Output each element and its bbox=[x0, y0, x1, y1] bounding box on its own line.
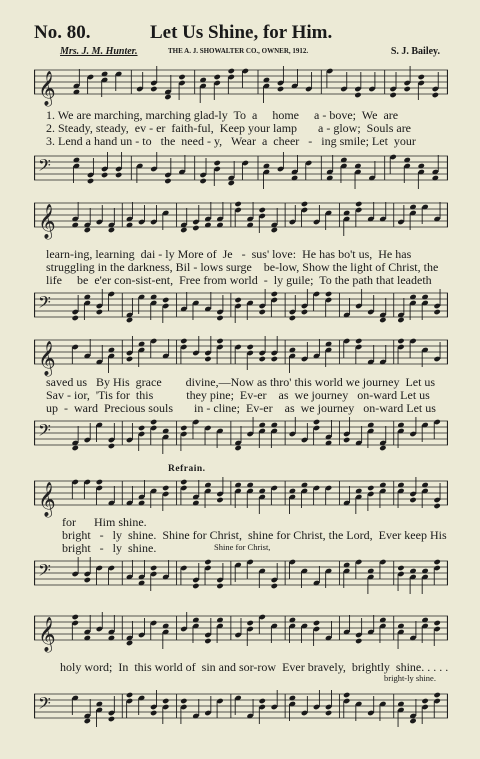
note-head bbox=[367, 485, 374, 491]
note-head bbox=[180, 227, 187, 233]
note-head bbox=[246, 620, 253, 626]
note-head bbox=[108, 443, 115, 449]
note-head bbox=[259, 207, 266, 213]
system2-verse2: struggling in the darkness, Bil - lows surge be-low, Show the light of Christ, the bbox=[46, 260, 439, 274]
note-head bbox=[180, 698, 187, 704]
note-head bbox=[355, 201, 362, 207]
staff-system2-treble bbox=[34, 197, 448, 243]
note-head bbox=[259, 698, 266, 704]
note-head bbox=[404, 86, 411, 92]
note-head bbox=[72, 445, 79, 451]
system4-alt-text: Shine for Christ, bbox=[214, 542, 271, 552]
bass-clef-icon: 𝄢 bbox=[38, 420, 51, 444]
system3-verse1: saved us By His grace divine,—Now as thro' this world we journey Let us bbox=[46, 375, 436, 389]
note-head bbox=[355, 638, 362, 644]
note-head bbox=[379, 445, 386, 451]
note-head bbox=[216, 497, 223, 503]
note-head bbox=[432, 92, 439, 98]
treble-clef-icon: 𝄞 bbox=[38, 617, 56, 652]
note-head bbox=[204, 559, 211, 565]
note-head bbox=[433, 309, 440, 315]
note-head bbox=[259, 309, 266, 315]
note-head bbox=[180, 338, 187, 344]
note-head bbox=[343, 692, 350, 698]
note-head bbox=[409, 718, 416, 724]
note-head bbox=[164, 178, 171, 184]
note-head bbox=[96, 479, 103, 485]
note-head bbox=[84, 577, 91, 583]
note-head bbox=[216, 583, 223, 589]
bass-clef-icon: 𝄢 bbox=[38, 693, 51, 717]
note-head bbox=[301, 201, 308, 207]
note-head bbox=[421, 698, 428, 704]
treble-clef-icon: 𝄞 bbox=[38, 341, 56, 376]
note-head bbox=[289, 315, 296, 321]
treble-clef-icon: 𝄞 bbox=[38, 204, 56, 239]
note-head bbox=[325, 291, 332, 297]
note-head bbox=[354, 92, 361, 98]
note-head bbox=[162, 485, 169, 491]
note-head bbox=[84, 227, 91, 233]
note-head bbox=[228, 68, 235, 74]
system2-verse3: life be e'er con-sist-ent, Free from world - ly guile; To the path that leadeth bbox=[46, 273, 432, 287]
note-head bbox=[72, 315, 79, 321]
system1-verse2: 2. Steady, steady, ev - er faith-ful, Keep your lamp a - glow; Souls are bbox=[46, 121, 412, 135]
note-head bbox=[214, 160, 221, 166]
note-head bbox=[355, 338, 362, 344]
note-head bbox=[379, 317, 386, 323]
note-head bbox=[162, 698, 169, 704]
note-head bbox=[150, 565, 157, 571]
system5-line1: holy word; In this world of sin and sor-row Ever bravely, brightly shine. . . . . bbox=[60, 660, 449, 674]
note-head bbox=[259, 356, 266, 362]
note-head bbox=[101, 172, 108, 178]
note-head bbox=[234, 201, 241, 207]
copyright: THE A. J. SHOWALTER CO., OWNER, 1912. bbox=[168, 47, 309, 55]
note-head bbox=[433, 503, 440, 509]
staff-system5-bass bbox=[34, 688, 448, 734]
note-head bbox=[397, 338, 404, 344]
note-head bbox=[313, 419, 320, 425]
bass-clef-icon: 𝄢 bbox=[38, 155, 51, 179]
refrain-label: Refrain. bbox=[168, 464, 206, 474]
system4-line3: bright - ly shine. bbox=[62, 541, 157, 555]
note-head bbox=[234, 297, 241, 303]
note-head bbox=[126, 356, 133, 362]
note-head bbox=[192, 583, 199, 589]
note-head bbox=[216, 315, 223, 321]
system4-line1: for Him shine. bbox=[62, 515, 147, 529]
note-head bbox=[96, 309, 103, 315]
staff-system1-treble bbox=[34, 64, 448, 108]
note-head bbox=[234, 445, 241, 451]
note-head bbox=[433, 620, 440, 626]
system4-line2: bright - ly shine. Shine for Christ, shine for Christ, the Lord, Ever keep His bbox=[62, 528, 447, 542]
note-head bbox=[108, 227, 115, 233]
system3-verse3: up - ward Precious souls in - cline; Ev-er as we journey on-ward Let us bbox=[46, 401, 436, 415]
note-head bbox=[84, 718, 91, 724]
staff-system3-bass bbox=[34, 415, 448, 459]
staff-system3-treble bbox=[34, 334, 448, 378]
note-head bbox=[108, 716, 115, 722]
hymn-title: Let Us Shine, for Him. bbox=[150, 22, 333, 43]
note-head bbox=[389, 92, 396, 98]
hymn-number: No. 80. bbox=[34, 22, 91, 43]
note-head bbox=[164, 94, 171, 100]
note-head bbox=[325, 710, 332, 716]
note-head bbox=[397, 565, 404, 571]
note-head bbox=[178, 74, 185, 80]
note-head bbox=[126, 317, 133, 323]
note-head bbox=[87, 178, 94, 184]
note-head bbox=[126, 692, 133, 698]
note-head bbox=[115, 172, 122, 178]
treble-clef-icon: 𝄞 bbox=[38, 482, 56, 517]
note-head bbox=[214, 74, 221, 80]
bass-clef-icon: 𝄢 bbox=[38, 560, 51, 584]
note-head bbox=[216, 338, 223, 344]
staff-system4-treble bbox=[34, 475, 448, 519]
note-head bbox=[180, 479, 187, 485]
note-head bbox=[418, 74, 425, 80]
composer: S. J. Bailey. bbox=[390, 46, 440, 57]
note-head bbox=[126, 640, 133, 646]
note-head bbox=[277, 86, 284, 92]
note-head bbox=[162, 297, 169, 303]
note-head bbox=[271, 583, 278, 589]
note-head bbox=[204, 356, 211, 362]
note-head bbox=[397, 317, 404, 323]
staff-system4-bass bbox=[34, 555, 448, 601]
note-head bbox=[246, 344, 253, 350]
system5-alt-text: bright-ly shine. bbox=[384, 673, 436, 683]
note-head bbox=[150, 710, 157, 716]
note-head bbox=[228, 180, 235, 186]
note-head bbox=[313, 620, 320, 626]
note-head bbox=[343, 437, 350, 443]
note-head bbox=[199, 178, 206, 184]
system1-verse1: 1. We are marching, marching glad-ly To a home a - bove; We are bbox=[46, 108, 399, 122]
system2-verse1: learn-ing, learning dai - ly More of Je - sus' love: He has bo't us, He has bbox=[46, 247, 412, 261]
note-head bbox=[271, 291, 278, 297]
staff-system5-treble bbox=[34, 610, 448, 658]
lyricist: Mrs. J. M. Hunter. bbox=[60, 46, 138, 57]
note-head bbox=[192, 225, 199, 231]
note-head bbox=[180, 425, 187, 431]
note-head bbox=[150, 419, 157, 425]
bass-clef-icon: 𝄢 bbox=[38, 292, 51, 316]
staff-system1-bass bbox=[34, 150, 448, 192]
note-head bbox=[433, 559, 440, 565]
note-head bbox=[271, 227, 278, 233]
note-head bbox=[271, 356, 278, 362]
note-head bbox=[204, 638, 211, 644]
staff-system2-bass bbox=[34, 287, 448, 329]
note-head bbox=[433, 692, 440, 698]
system3-verse2: Sav - ior, 'Tis for this they pine; Ev-er as we journey on-ward Let us bbox=[46, 388, 430, 402]
note-head bbox=[72, 614, 79, 620]
note-head bbox=[301, 309, 308, 315]
note-head bbox=[409, 497, 416, 503]
treble-clef-icon: 𝄞 bbox=[38, 71, 56, 106]
system1-verse3: 3. Lend a hand un - to the need - y, Wear a cheer - ing smile; Let your bbox=[46, 134, 416, 148]
note-head bbox=[150, 86, 157, 92]
note-head bbox=[138, 425, 145, 431]
